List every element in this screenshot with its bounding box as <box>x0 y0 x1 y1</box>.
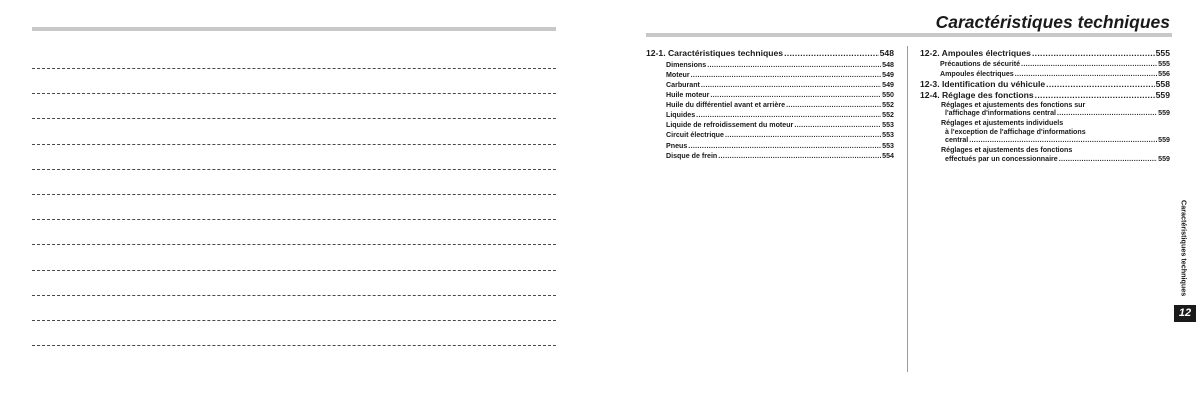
notes-area <box>32 68 556 370</box>
contents-header-rule <box>646 33 1172 37</box>
toc-entry-reglages-concessionnaire[interactable]: Réglages et ajustements des fonctions effectués par un concessionnaire ..... 559 <box>920 146 1170 164</box>
page-number: 549 <box>882 70 894 79</box>
page-number: 555 <box>1158 59 1170 68</box>
toc-section-12-2[interactable]: 12-2. Ampoules électriques ..... 555 <box>920 48 1170 59</box>
toc-entry-reglages-affichage[interactable]: Réglages et ajustements des fonctions sur l'affichage d'informations central ..... 559 <box>920 101 1170 119</box>
page-number: 553 <box>882 141 894 150</box>
page-number: 558 <box>1155 78 1170 89</box>
note-line <box>32 219 556 220</box>
toc-entry-reglages-individuels[interactable]: Réglages et ajustements individuels à l'exception de l'affichage d'informations central ..... 559 <box>920 119 1170 146</box>
toc-section-12-3[interactable]: 12-3. Identification du véhicule ..... 558 <box>920 79 1170 90</box>
page-number: 552 <box>882 101 894 110</box>
column-divider <box>907 46 908 372</box>
toc-entry[interactable]: Huile moteur ..... 550 <box>646 90 894 100</box>
note-line <box>32 93 556 94</box>
note-line <box>32 169 556 170</box>
toc-column-right <box>920 48 1170 164</box>
toc-entry[interactable]: Carburant ..... 549 <box>646 80 894 90</box>
toc-entry[interactable]: Huile du différentiel avant et arrière ..... 552 <box>646 100 894 110</box>
toc-section-12-4[interactable]: 12-4. Réglage des fonctions ..... 559 <box>920 90 1170 101</box>
note-line <box>32 345 556 346</box>
page-number: 548 <box>882 60 894 69</box>
toc-section-12-1[interactable]: 12-1. Caractéristiques techniques ..... 548 <box>646 48 894 59</box>
page-number: 553 <box>882 131 894 140</box>
toc-entry[interactable]: Liquide de refroidissement du moteur ..... 553 <box>646 120 894 130</box>
page-number: 556 <box>1158 69 1170 78</box>
note-line <box>32 144 556 145</box>
notes-page-header-rule <box>32 27 556 31</box>
toc-entry[interactable]: Disque de frein ..... 554 <box>646 151 894 161</box>
page-number: 552 <box>882 111 894 120</box>
toc-entry[interactable]: Moteur ..... 549 <box>646 70 894 80</box>
chapter-number-tab[interactable]: 12 <box>1174 305 1196 322</box>
page-number: 554 <box>882 151 894 160</box>
note-line <box>32 118 556 119</box>
page-number: 559 <box>1158 154 1170 163</box>
page-number: 550 <box>882 91 894 100</box>
page-number: 548 <box>879 48 894 58</box>
note-line <box>32 270 556 271</box>
note-line <box>32 68 556 69</box>
page-title: Caractéristiques techniques <box>935 12 1170 32</box>
note-line <box>32 320 556 321</box>
toc-entry-precautions[interactable]: Précautions de sécurité ..... 555 <box>920 59 1170 69</box>
toc-entry[interactable]: Pneus ..... 553 <box>646 141 894 151</box>
note-line <box>32 295 556 296</box>
side-chapter-label: Caractéristiques techniques <box>1179 199 1189 297</box>
toc-entry[interactable]: Liquides ..... 552 <box>646 110 894 120</box>
toc-entry[interactable]: Circuit électrique ..... 553 <box>646 130 894 140</box>
page-number: 559 <box>1155 89 1170 100</box>
page-number: 559 <box>1158 136 1170 145</box>
toc-entry[interactable]: Dimensions ..... 548 <box>646 60 894 70</box>
toc-entry-ampoules[interactable]: Ampoules électriques ..... 556 <box>920 69 1170 79</box>
page-number: 559 <box>1158 109 1170 118</box>
page-number: 555 <box>1155 48 1170 58</box>
page-number: 553 <box>882 121 894 130</box>
toc-column-left <box>646 48 894 161</box>
note-line <box>32 244 556 245</box>
note-line <box>32 194 556 195</box>
page-number: 549 <box>882 80 894 89</box>
